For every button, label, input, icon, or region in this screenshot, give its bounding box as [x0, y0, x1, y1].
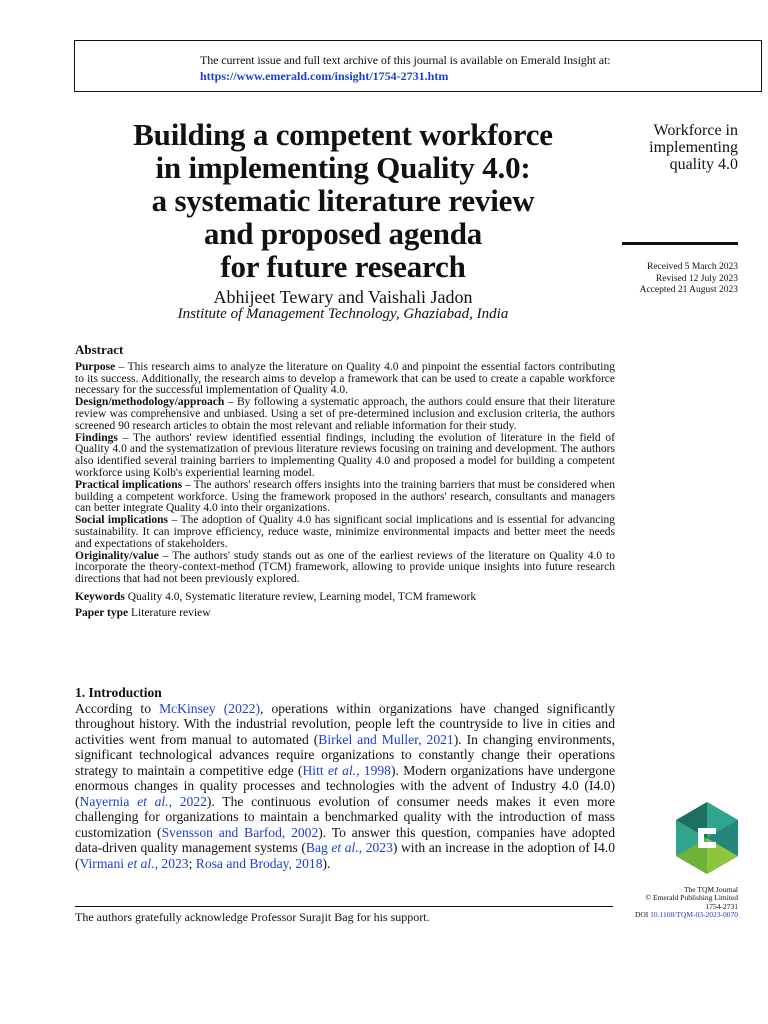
citation-link[interactable]: Svensson and Barfod, 2002	[161, 824, 319, 840]
separator: –	[158, 549, 173, 562]
section-text: The authors' research offers insights into the training barriers that must be considered when building a competent workforce. Using the framework proposed in the authors' research, consultants and managers can better integrate Quality 4.0 into their organizations.	[75, 478, 616, 515]
citation-link[interactable]: et al.	[331, 840, 359, 855]
title-line: in implementing Quality 4.0:	[155, 150, 531, 185]
keywords-label: Keywords	[75, 590, 125, 603]
citation-link[interactable]: et al.	[327, 762, 357, 778]
keywords	[75, 592, 615, 604]
section-text: The authors' study stands out as one of the earliest reviews of the literature on Quality 4.0 to incorporate the theory-context-method (TCM) framework, allowing to provide unique insights into future research directions that had not been previously explored.	[75, 549, 615, 586]
revised-date: Revised 12 July 2023	[655, 273, 738, 284]
intro-text: , operations within organizations have changed significantly throughout history. With the industrial revolution, people left the countryside to live in cities and activities went from manual to automated (	[75, 700, 615, 747]
abstract-design	[75, 397, 615, 432]
section-label: Social implications	[75, 514, 168, 527]
footnote-divider	[75, 906, 613, 907]
title-line: and proposed agenda	[203, 216, 483, 251]
keywords-text: Quality 4.0, Systematic literature review, Learning model, TCM framework	[127, 590, 477, 603]
intro-text: ).	[322, 855, 331, 871]
title-line: for future research	[220, 249, 466, 284]
section-label: Design/methodology/approach	[75, 396, 225, 409]
title-line: Building a competent workforce	[133, 117, 553, 152]
abstract-heading: Abstract	[75, 342, 124, 357]
citation-link[interactable]: Rosa and Broday, 2018	[195, 855, 323, 871]
section-text: By following a systematic approach, the authors could ensure that their literature review was comprehensive and unbiased. Using a set of pre-determined inclusion and exclusion criteria, the authors screened 90 research articles to obtain the most relevant and reliable information for their study.	[75, 396, 616, 432]
paper-type-label: Paper type	[75, 606, 129, 619]
citation-link[interactable]: , 2022	[168, 793, 207, 809]
abstract-purpose	[75, 362, 615, 397]
intro-text: ). To answer this question, companies have adopted data-driven quality management systems (	[75, 824, 616, 855]
section-text: This research aims to analyze the literature on Quality 4.0 and pinpoint the essential factors contributing to its success. Additionally, the research aims to develop a framework that can be used to create a capable workforce necessary for the successful implementation of Quality 4.0.	[75, 360, 615, 397]
received-date: Received 5 March 2023	[646, 262, 738, 272]
divider	[622, 242, 738, 245]
citation-link[interactable]: et al.	[127, 855, 155, 871]
intro-text: ). In changing environments, significant technological advances require organizations to constantly change their operations strategy to maintain a competitive edge (	[75, 731, 615, 778]
section-label: Practical implications	[75, 478, 183, 491]
running-title	[598, 122, 738, 173]
introduction	[75, 685, 615, 871]
citation-link[interactable]: et al.	[137, 793, 169, 809]
journal-info	[635, 886, 738, 920]
intro-text: ). Modern organizations have undergone enormous changes in quality processes and technologies with the advent of Industry 4.0 (I4.0) (	[75, 762, 615, 809]
separator: –	[224, 396, 237, 409]
accepted-date: Accepted 21 August 2023	[639, 285, 738, 295]
citation-link[interactable]: Nayernia	[79, 793, 138, 809]
affiliation: Institute of Management Technology, Ghaziabad, India	[177, 306, 509, 322]
abstract-findings	[75, 433, 615, 480]
journal-url-link[interactable]: https://www.emerald.com/insight/1754-2731.htm	[200, 69, 449, 83]
copyright: © Emerald Publishing Limited	[645, 893, 738, 903]
abstract	[75, 344, 615, 620]
section-label: Findings	[75, 431, 118, 444]
notice-text: The current issue and full text archive of this journal is available on Emerald Insight at:	[200, 53, 611, 67]
separator: –	[115, 360, 128, 373]
doi-link[interactable]: 10.1108/TQM-03-2023-0070	[650, 910, 738, 920]
intro-text: According to	[75, 700, 160, 716]
citation-link[interactable]: Virmani	[79, 855, 128, 871]
emerald-logo-icon	[676, 802, 738, 874]
section-text: The authors' review identified essential findings, including the evolution of literature in the field of Quality 4.0 and the systematization of previous literature reviews focusing on training and development. The authors also identified several training barriers to implementing Quality 4.0 and proposed a model for building a competent workforce using Kolb's experiential learning model.	[75, 431, 615, 479]
section-label: Purpose	[75, 360, 116, 373]
citation-link[interactable]: Birkel and Muller, 2021	[318, 731, 454, 747]
citation-link[interactable]: , 1998	[356, 762, 391, 778]
abstract-social	[75, 515, 615, 550]
paper-type	[75, 608, 615, 620]
separator: –	[117, 431, 133, 444]
intro-heading: 1. Introduction	[75, 685, 162, 700]
doi-label: DOI	[634, 910, 651, 920]
running-title-line: Workforce in	[653, 122, 738, 139]
separator: –	[167, 514, 181, 527]
running-title-line: implementing	[649, 139, 738, 156]
submission-dates	[640, 262, 738, 297]
separator: –	[182, 478, 194, 491]
journal-notice-box	[74, 40, 762, 92]
intro-text: ) with an increase in the adoption of I4.0 (	[75, 840, 616, 871]
section-label: Originality/value	[75, 549, 159, 562]
intro-text: ;	[188, 855, 196, 871]
intro-text: ). The continuous evolution of consumer needs makes it even more challenging for organizations to maintain a benchmarked quality with the introduction of mass customization (	[75, 793, 615, 840]
intro-paragraph	[75, 701, 615, 872]
citation-link[interactable]: Hitt	[302, 762, 328, 778]
section-text: The adoption of Quality 4.0 has significant social implications and is essential for advancing sustainability. It can improve efficiency, reduce waste, minimize environmental impacts and better meet the needs and expectations of stakeholders.	[75, 514, 616, 550]
issn: 1754-2731	[705, 901, 738, 911]
citation-link[interactable]: , 2023	[154, 855, 189, 871]
running-title-line: quality 4.0	[669, 156, 738, 173]
abstract-practical	[75, 480, 615, 515]
title-line: a systematic literature review	[151, 183, 535, 218]
citation-link[interactable]: , 2023	[358, 840, 393, 855]
paper-title	[74, 118, 612, 283]
paper-type-text: Literature review	[131, 606, 211, 619]
authors: Abhijeet Tewary and Vaishali Jadon	[213, 287, 473, 307]
citation-link[interactable]: McKinsey (2022)	[159, 700, 260, 716]
footnote: The authors gratefully acknowledge Professor Surajit Bag for his support.	[75, 910, 430, 924]
doi-line	[635, 911, 738, 919]
journal-name: The TQM Journal	[683, 885, 738, 894]
abstract-originality	[75, 551, 615, 586]
citation-link[interactable]: Bag	[305, 840, 332, 855]
